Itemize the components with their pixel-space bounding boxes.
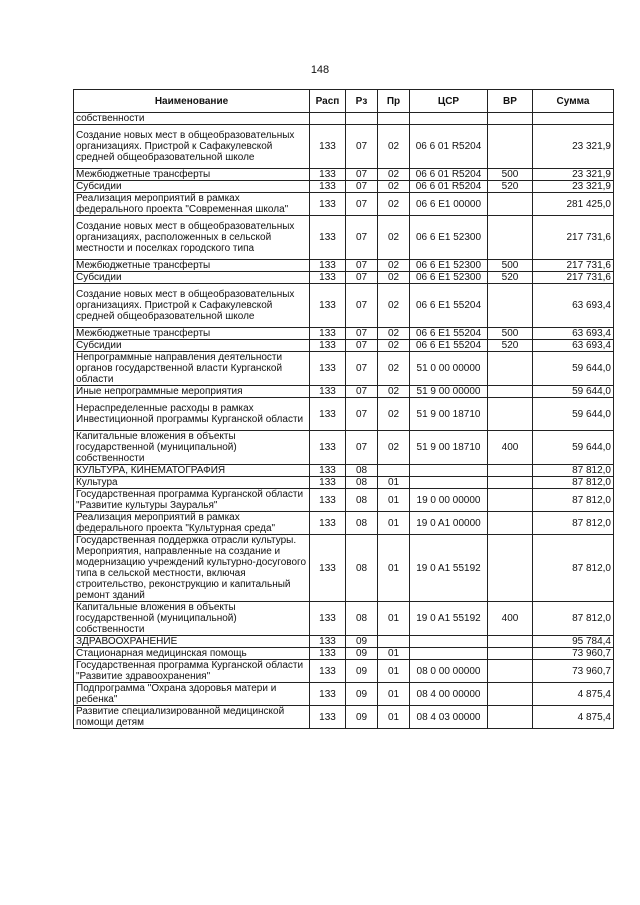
table-row	[74, 660, 614, 683]
cell-rz: 07	[346, 284, 378, 328]
cell-rasp: 133	[310, 512, 346, 535]
cell-rz: 09	[346, 636, 378, 648]
cell-rasp: 133	[310, 169, 346, 181]
cell-rz: 07	[346, 340, 378, 352]
cell-pr: 02	[378, 193, 410, 216]
cell-pr: 01	[378, 706, 410, 729]
cell-csr: 51 9 00 00000	[410, 386, 488, 398]
cell-pr: 01	[378, 602, 410, 636]
cell-name: Капитальные вложения в объекты государственной (муниципальной) собственности	[74, 602, 310, 636]
cell-vr: 400	[488, 431, 533, 465]
cell-rz	[346, 113, 378, 125]
cell-sum: 63 693,4	[533, 328, 614, 340]
cell-csr: 06 6 E1 55204	[410, 328, 488, 340]
cell-vr	[488, 535, 533, 602]
column-header-pr: Пр	[378, 90, 410, 113]
cell-rz: 07	[346, 216, 378, 260]
table-row	[74, 125, 614, 169]
cell-csr	[410, 636, 488, 648]
cell-csr: 06 6 01 R5204	[410, 181, 488, 193]
table-row	[74, 465, 614, 477]
cell-rz: 09	[346, 683, 378, 706]
cell-csr: 06 6 E1 52300	[410, 216, 488, 260]
cell-name: Государственная программа Курганской области "Развитие культуры Зауралья"	[74, 489, 310, 512]
cell-name: Подпрограмма "Охрана здоровья матери и ребенка"	[74, 683, 310, 706]
cell-vr	[488, 125, 533, 169]
cell-vr: 500	[488, 169, 533, 181]
cell-name: Иные непрограммные мероприятия	[74, 386, 310, 398]
table-row	[74, 340, 614, 352]
cell-vr: 520	[488, 340, 533, 352]
cell-rz: 07	[346, 398, 378, 431]
cell-vr: 500	[488, 328, 533, 340]
cell-csr: 51 0 00 00000	[410, 352, 488, 386]
cell-rasp: 133	[310, 284, 346, 328]
cell-rasp: 133	[310, 683, 346, 706]
cell-pr: 02	[378, 125, 410, 169]
table-row	[74, 535, 614, 602]
cell-rasp: 133	[310, 193, 346, 216]
cell-rasp: 133	[310, 636, 346, 648]
cell-name: Межбюджетные трансферты	[74, 328, 310, 340]
table-row	[74, 512, 614, 535]
table-row	[74, 489, 614, 512]
cell-rz: 09	[346, 660, 378, 683]
cell-sum: 23 321,9	[533, 181, 614, 193]
cell-name: Реализация мероприятий в рамках федерального проекта "Культурная среда"	[74, 512, 310, 535]
cell-rasp: 133	[310, 660, 346, 683]
table-row	[74, 193, 614, 216]
budget-table	[73, 89, 614, 729]
column-header-csr: ЦСР	[410, 90, 488, 113]
cell-sum: 217 731,6	[533, 216, 614, 260]
cell-name: Межбюджетные трансферты	[74, 260, 310, 272]
cell-name: собственности	[74, 113, 310, 125]
table-row	[74, 352, 614, 386]
cell-csr: 19 0 A1 55192	[410, 535, 488, 602]
cell-rasp: 133	[310, 465, 346, 477]
cell-rz: 07	[346, 193, 378, 216]
table-row	[74, 272, 614, 284]
cell-vr: 400	[488, 602, 533, 636]
cell-name: Государственная поддержка отрасли культуры. Мероприятия, направленные на создание и модернизацию учреждений культурно-досугового типа в сельской местности, включая строительство, реконструкцию и капитальный ремонт зданий	[74, 535, 310, 602]
cell-rz: 07	[346, 431, 378, 465]
cell-vr	[488, 193, 533, 216]
cell-csr: 06 6 01 R5204	[410, 125, 488, 169]
table-row	[74, 648, 614, 660]
cell-name: Культура	[74, 477, 310, 489]
cell-csr	[410, 465, 488, 477]
cell-name: Капитальные вложения в объекты государственной (муниципальной) собственности	[74, 431, 310, 465]
cell-pr: 02	[378, 398, 410, 431]
cell-pr: 01	[378, 683, 410, 706]
cell-sum: 87 812,0	[533, 465, 614, 477]
cell-csr: 51 9 00 18710	[410, 398, 488, 431]
cell-name: Межбюджетные трансферты	[74, 169, 310, 181]
cell-csr: 06 6 E1 52300	[410, 272, 488, 284]
cell-pr: 02	[378, 260, 410, 272]
cell-vr	[488, 636, 533, 648]
table-row	[74, 260, 614, 272]
cell-csr: 19 0 A1 00000	[410, 512, 488, 535]
cell-csr: 06 6 01 R5204	[410, 169, 488, 181]
cell-rasp: 133	[310, 648, 346, 660]
cell-name: Нераспределенные расходы в рамках Инвестиционной программы Курганской области	[74, 398, 310, 431]
cell-pr: 02	[378, 328, 410, 340]
cell-sum: 217 731,6	[533, 272, 614, 284]
cell-vr	[488, 512, 533, 535]
table-row	[74, 602, 614, 636]
cell-rasp: 133	[310, 398, 346, 431]
cell-pr: 02	[378, 284, 410, 328]
cell-csr: 06 6 E1 52300	[410, 260, 488, 272]
cell-name: Субсидии	[74, 272, 310, 284]
cell-pr: 02	[378, 181, 410, 193]
cell-rasp: 133	[310, 602, 346, 636]
cell-csr: 06 6 E1 55204	[410, 340, 488, 352]
cell-pr	[378, 113, 410, 125]
cell-name: Непрограммные направления деятельности органов государственной власти Курганской области	[74, 352, 310, 386]
cell-sum: 63 693,4	[533, 340, 614, 352]
cell-rasp: 133	[310, 477, 346, 489]
cell-name: Государственная программа Курганской области "Развитие здравоохранения"	[74, 660, 310, 683]
cell-csr: 51 9 00 18710	[410, 431, 488, 465]
cell-pr: 02	[378, 272, 410, 284]
cell-rz: 07	[346, 386, 378, 398]
cell-name: ЗДРАВООХРАНЕНИЕ	[74, 636, 310, 648]
cell-pr: 01	[378, 512, 410, 535]
cell-rasp: 133	[310, 431, 346, 465]
cell-sum: 87 812,0	[533, 602, 614, 636]
cell-rz: 07	[346, 260, 378, 272]
cell-rasp: 133	[310, 535, 346, 602]
cell-sum: 59 644,0	[533, 398, 614, 431]
cell-rasp: 133	[310, 386, 346, 398]
cell-pr: 02	[378, 216, 410, 260]
cell-vr	[488, 386, 533, 398]
cell-rasp	[310, 113, 346, 125]
cell-sum: 63 693,4	[533, 284, 614, 328]
cell-sum: 87 812,0	[533, 489, 614, 512]
cell-sum: 4 875,4	[533, 706, 614, 729]
cell-name: Развитие специализированной медицинской помощи детям	[74, 706, 310, 729]
cell-rasp: 133	[310, 181, 346, 193]
cell-sum: 87 812,0	[533, 535, 614, 602]
cell-csr	[410, 648, 488, 660]
cell-sum: 73 960,7	[533, 660, 614, 683]
table-row	[74, 216, 614, 260]
cell-rz: 09	[346, 648, 378, 660]
cell-rasp: 133	[310, 352, 346, 386]
cell-name: Создание новых мест в общеобразовательных организациях, расположенных в сельской местности и поселках городского типа	[74, 216, 310, 260]
cell-csr: 06 6 E1 55204	[410, 284, 488, 328]
table-row	[74, 181, 614, 193]
cell-sum: 59 644,0	[533, 386, 614, 398]
cell-name: КУЛЬТУРА, КИНЕМАТОГРАФИЯ	[74, 465, 310, 477]
table-row	[74, 169, 614, 181]
cell-vr: 520	[488, 272, 533, 284]
cell-pr	[378, 636, 410, 648]
cell-vr: 500	[488, 260, 533, 272]
cell-rasp: 133	[310, 260, 346, 272]
cell-rasp: 133	[310, 125, 346, 169]
cell-rasp: 133	[310, 706, 346, 729]
table-row	[74, 706, 614, 729]
cell-pr: 01	[378, 648, 410, 660]
cell-pr: 02	[378, 386, 410, 398]
column-header-name: Наименование	[74, 90, 310, 113]
table-header-row	[74, 90, 614, 113]
table-row	[74, 398, 614, 431]
cell-vr	[488, 477, 533, 489]
table-row	[74, 386, 614, 398]
cell-name: Субсидии	[74, 181, 310, 193]
cell-sum: 73 960,7	[533, 648, 614, 660]
cell-sum: 59 644,0	[533, 352, 614, 386]
cell-rz: 07	[346, 169, 378, 181]
cell-sum: 87 812,0	[533, 512, 614, 535]
cell-rz: 08	[346, 477, 378, 489]
column-header-vr: ВР	[488, 90, 533, 113]
cell-pr: 01	[378, 477, 410, 489]
table-row	[74, 636, 614, 648]
cell-csr: 08 0 00 00000	[410, 660, 488, 683]
cell-rz: 07	[346, 328, 378, 340]
cell-rasp: 133	[310, 489, 346, 512]
cell-vr	[488, 398, 533, 431]
cell-sum: 217 731,6	[533, 260, 614, 272]
table-row	[74, 328, 614, 340]
cell-csr: 19 0 A1 55192	[410, 602, 488, 636]
cell-pr: 02	[378, 169, 410, 181]
column-header-rz: Рз	[346, 90, 378, 113]
cell-rz: 08	[346, 465, 378, 477]
page-number: 148	[310, 64, 330, 76]
cell-csr	[410, 477, 488, 489]
cell-pr: 01	[378, 535, 410, 602]
cell-rz: 09	[346, 706, 378, 729]
cell-sum: 281 425,0	[533, 193, 614, 216]
cell-sum: 23 321,9	[533, 169, 614, 181]
cell-pr	[378, 465, 410, 477]
cell-name: Создание новых мест в общеобразовательных организациях. Пристрой к Сафакулевской средней общеобразовательной школе	[74, 284, 310, 328]
cell-sum: 4 875,4	[533, 683, 614, 706]
cell-csr: 08 4 00 00000	[410, 683, 488, 706]
column-header-rasp: Расп	[310, 90, 346, 113]
cell-vr	[488, 489, 533, 512]
cell-vr	[488, 683, 533, 706]
cell-rz: 07	[346, 272, 378, 284]
table-row	[74, 683, 614, 706]
cell-pr: 01	[378, 660, 410, 683]
cell-rz: 07	[346, 125, 378, 169]
cell-rz: 08	[346, 512, 378, 535]
cell-rz: 08	[346, 489, 378, 512]
cell-rasp: 133	[310, 328, 346, 340]
cell-vr	[488, 660, 533, 683]
cell-csr	[410, 113, 488, 125]
cell-name: Субсидии	[74, 340, 310, 352]
cell-vr	[488, 216, 533, 260]
cell-csr: 08 4 03 00000	[410, 706, 488, 729]
cell-rasp: 133	[310, 340, 346, 352]
table-row	[74, 113, 614, 125]
cell-sum: 87 812,0	[533, 477, 614, 489]
cell-rz: 07	[346, 352, 378, 386]
cell-vr	[488, 113, 533, 125]
cell-vr	[488, 706, 533, 729]
cell-sum: 59 644,0	[533, 431, 614, 465]
cell-pr: 02	[378, 431, 410, 465]
table-row	[74, 284, 614, 328]
cell-rasp: 133	[310, 272, 346, 284]
cell-pr: 02	[378, 340, 410, 352]
cell-name: Стационарная медицинская помощь	[74, 648, 310, 660]
table-row	[74, 477, 614, 489]
cell-csr: 06 6 E1 00000	[410, 193, 488, 216]
cell-pr: 02	[378, 352, 410, 386]
cell-rz: 08	[346, 602, 378, 636]
cell-vr	[488, 352, 533, 386]
cell-name: Создание новых мест в общеобразовательных организациях. Пристрой к Сафакулевской средней общеобразовательной школе	[74, 125, 310, 169]
cell-vr: 520	[488, 181, 533, 193]
cell-csr: 19 0 00 00000	[410, 489, 488, 512]
column-header-sum: Сумма	[533, 90, 614, 113]
cell-vr	[488, 284, 533, 328]
table-row	[74, 431, 614, 465]
cell-vr	[488, 465, 533, 477]
cell-pr: 01	[378, 489, 410, 512]
cell-sum: 95 784,4	[533, 636, 614, 648]
cell-vr	[488, 648, 533, 660]
cell-rz: 08	[346, 535, 378, 602]
cell-sum	[533, 113, 614, 125]
cell-sum: 23 321,9	[533, 125, 614, 169]
cell-rasp: 133	[310, 216, 346, 260]
cell-name: Реализация мероприятий в рамках федерального проекта "Современная школа"	[74, 193, 310, 216]
cell-rz: 07	[346, 181, 378, 193]
